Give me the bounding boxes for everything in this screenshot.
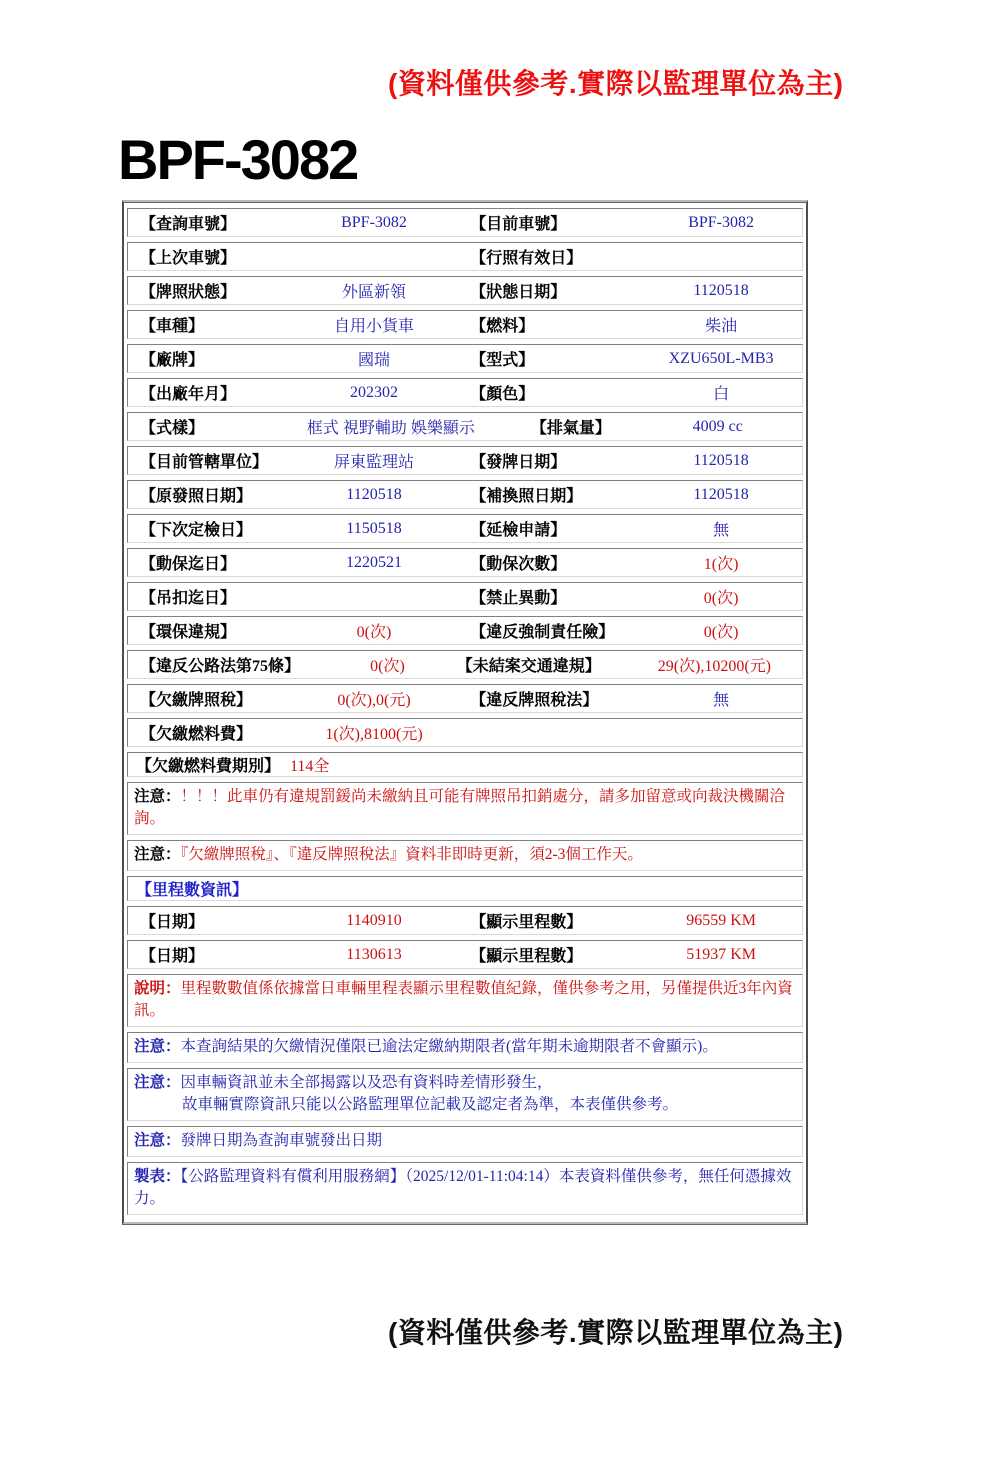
notice-text: 本查詢結果的欠繳情況僅限已逾法定繳納期限者(當年期未逾期限者不會顯示)。 [180,1038,718,1055]
section-title: 【里程數資訊】 [136,882,249,899]
table-row-environment-violation [127,616,803,645]
bottom-disclaimer: (資料僅供參考.實際以監理單位為主) [388,1317,844,1348]
notice-prefix: 注意： [134,1132,181,1149]
table-row-plate-status [127,276,803,305]
field-label: 【發牌日期】 [470,454,567,471]
table-row-previous-plate [127,242,803,271]
table-row-brand-model [127,344,803,373]
field-label: 【目前車號】 [470,216,567,233]
field-label: 【欠繳牌照稅】 [140,692,253,709]
notice-prefix: 注意： [134,1038,181,1055]
table-row-license-tax [127,684,803,713]
field-value: 29(次),10200(元) [657,658,772,675]
notice-row-unpaid-fines [127,782,803,835]
field-label: 【補換照日期】 [470,488,583,505]
field-value: 0(次),0(元) [337,692,411,709]
table-row-fuel-fee [127,718,803,747]
field-value: 1220521 [346,553,402,571]
notice-prefix: 說明： [134,980,181,997]
table-row-jurisdiction [127,446,803,475]
field-label: 【廠牌】 [140,352,205,369]
notice-prefix: 注意： [134,788,181,805]
field-value: 51937 KM [686,945,756,963]
field-label: 【原發照日期】 [140,488,253,505]
notice-row-tax-update [127,840,803,871]
field-label: 【目前管轄單位】 [140,454,269,471]
table-row-style-displacement [127,412,803,441]
section-header-mileage-info [127,876,803,901]
field-value: 1120518 [693,281,749,299]
table-row-mileage-1 [127,906,803,935]
field-value: 柴油 [705,318,738,335]
field-label: 【欠繳燃料費期別】 [136,758,281,775]
notice-text-line1: 因車輛資訊並未全部揭露以及恐有資料時差情形發生， [180,1074,553,1091]
notice-prefix: 注意： [134,1074,181,1091]
notice-text: 里程數數值係依據當日車輛里程表顯示里程數值紀錄，僅供參考之用，另僅提供近3年內資訊。 [134,980,793,1019]
field-label: 【違反牌照稅法】 [470,692,599,709]
field-label: 【行照有效日】 [470,250,583,267]
table-row-license-dates [127,480,803,509]
field-label: 【下次定檢日】 [140,522,253,539]
notice-row-issue-date [127,1126,803,1157]
field-label: 【出廠年月】 [140,386,237,403]
notice-text: 發牌日期為查詢車號發出日期 [180,1132,383,1149]
notice-text: ！！！此車仍有違規罰鍰尚未繳納且可能有牌照吊扣銷處分，請多加留意或向裁決機關洽詢。 [134,788,786,827]
field-value: 1130613 [346,945,402,963]
field-value: 0(次) [703,590,739,607]
field-value: 屏東監理站 [333,454,414,471]
field-label: 【型式】 [470,352,535,369]
field-value: 0(次) [356,624,392,641]
field-label: 【未結案交通違規】 [456,658,601,675]
notice-row-overdue-only [127,1032,803,1063]
field-label: 【牌照狀態】 [140,284,237,301]
table-row-suspension [127,582,803,611]
notice-text-line2: 故車輛實際資訊只能以公路監理單位記載及認定者為準，本表僅供參考。 [182,1096,679,1113]
field-label: 【顯示里程數】 [470,914,583,931]
field-label: 【日期】 [140,948,205,965]
field-value: 國瑞 [357,352,390,369]
field-value: 外區新領 [341,284,406,301]
field-label: 【違反公路法第75條】 [140,658,301,675]
table-row-traffic-violation [127,650,803,679]
table-row-mileage-2 [127,940,803,969]
field-label: 【式樣】 [140,420,205,437]
field-value: 4009 cc [692,417,743,435]
field-label: 【吊扣迄日】 [140,590,237,607]
field-value: 1(次) [703,556,739,573]
field-label: 【欠繳燃料費】 [140,726,253,743]
field-label: 【動保迄日】 [140,556,237,573]
notice-text: 【公路監理資料有償利用服務網】（2025/12/01-11:04:14）本表資料僅供參考，無任何憑據效力。 [134,1168,792,1207]
notice-text: 『欠繳牌照稅』、『違反牌照稅法』資料非即時更新，須2-3個工作天。 [180,846,643,863]
notice-row-data-lag [127,1068,803,1121]
table-row-inspection [127,514,803,543]
field-value: 無 [713,522,730,539]
field-value: 無 [713,692,730,709]
field-value: BPF-3082 [688,213,754,231]
field-label: 【上次車號】 [140,250,237,267]
explanation-row-mileage [127,974,803,1027]
field-value: 1120518 [346,485,402,503]
field-value: 1120518 [693,485,749,503]
field-label: 【查詢車號】 [140,216,237,233]
field-value: 1150518 [346,519,402,537]
table-row-query-plate [127,208,803,237]
field-value: 白 [713,386,730,403]
top-disclaimer: (資料僅供參考.實際以監理單位為主) [388,68,844,99]
field-label: 【日期】 [140,914,205,931]
field-value: XZU650L-MB3 [668,349,774,367]
table-row-fuel-fee-period [127,752,803,777]
notice-prefix: 製表： [134,1168,181,1185]
field-value: 96559 KM [686,911,756,929]
field-label: 【動保次數】 [470,556,567,573]
vehicle-info-panel [122,200,808,1225]
field-value: 1120518 [693,451,749,469]
field-label: 【顏色】 [470,386,535,403]
field-value: 0(次) [703,624,739,641]
table-row-security-interest [127,548,803,577]
notice-prefix: 注意： [134,846,181,863]
report-footer-row [127,1162,803,1215]
field-label: 【顯示里程數】 [470,948,583,965]
field-label: 【排氣量】 [530,420,611,437]
page-title-plate-number: BPF-3082 [118,128,358,191]
field-label: 【禁止異動】 [470,590,567,607]
table-row-manufacture-color [127,378,803,407]
field-label: 【燃料】 [470,318,535,335]
field-value: 1(次),8100(元) [325,726,423,743]
field-value: BPF-3082 [341,213,407,231]
field-value: 自用小貨車 [333,318,414,335]
field-label: 【違反強制責任險】 [470,624,615,641]
field-value: 框式 視野輔助 娛樂顯示 [306,420,475,437]
field-label: 【狀態日期】 [470,284,567,301]
field-value: 1140910 [346,911,402,929]
field-label: 【車種】 [140,318,205,335]
field-label: 【環保違規】 [140,624,237,641]
table-row-vehicle-type [127,310,803,339]
field-label: 【延檢申請】 [470,522,567,539]
field-value: 0(次) [370,658,405,675]
field-value: 114全 [290,758,330,775]
field-value: 202302 [350,383,398,401]
